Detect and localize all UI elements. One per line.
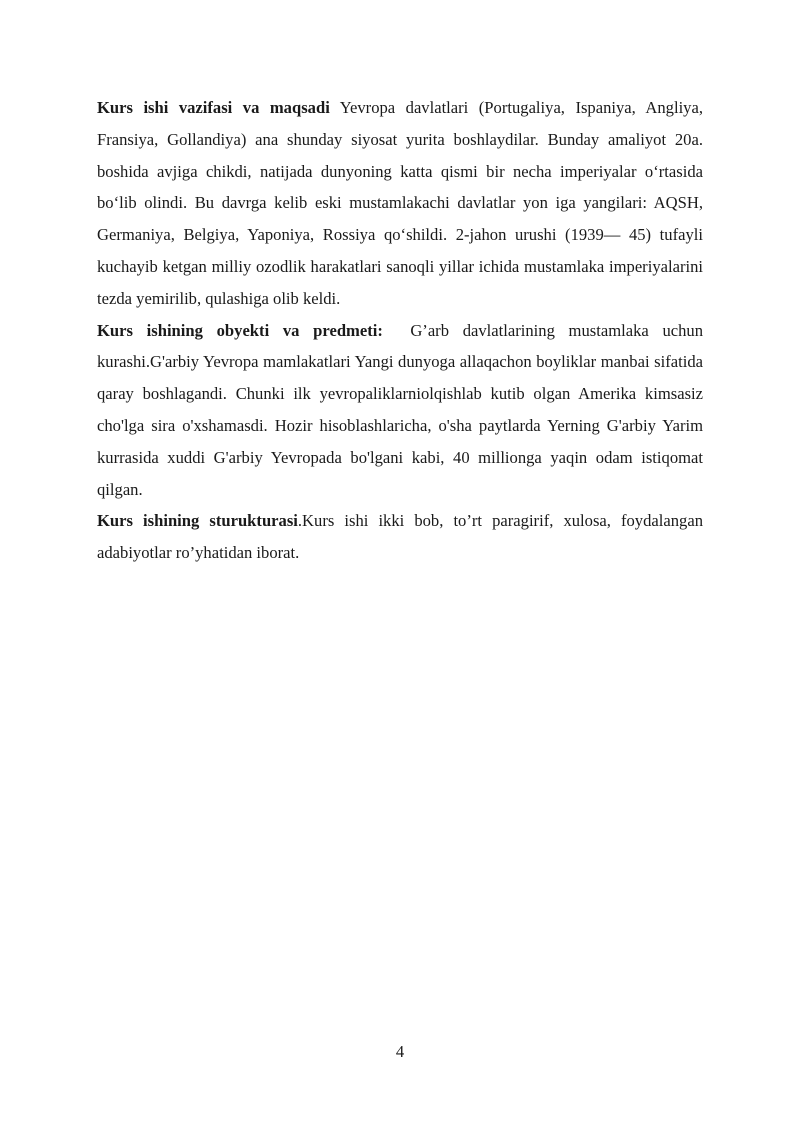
paragraph-body: .Kurs ishi ikki bob, to’rt paragirif, xulosa, foydalangan adabiyotlar ro’yhatidan iborat. (97, 511, 703, 563)
document-page (97, 92, 703, 569)
page-number: 4 (395, 1042, 405, 1061)
paragraph-heading: Kurs ishining sturukturasi (97, 511, 298, 531)
paragraph-heading: Kurs ishining obyekti va predmeti: (97, 320, 383, 340)
heading-separator (383, 321, 410, 340)
paragraph-task-and-goal (97, 92, 703, 315)
paragraph-structure (97, 505, 703, 569)
paragraph-heading: Kurs ishi vazifasi va maqsadi (97, 98, 330, 117)
paragraph-body: G’arb davlatlarining mustamlaka uchun kurashi.G'arbiy Yevropa mamlakatlari Yangi dunyoga allaqachon boyliklar manbai sifatida qaray boshlagandi. Chunki ilk yevropaliklarniolqishlab kutib olgan Amerika kimsasiz cho'lga sira o'xshamasdi. Hozir hisoblashlaricha, o'sha paytlarda Yerning G'arbiy Yarim kurrasida xuddi G'arbiy Yevropada bo'lgani kabi, 40 millionga yaqin odam istiqomat qilgan. (97, 320, 703, 499)
heading-separator (330, 98, 340, 117)
paragraph-object-and-subject (97, 315, 703, 506)
paragraph-body: Yevropa davlatlari (Portugaliya, Ispaniya, Angliya, Fransiya, Gollandiya) ana shunday siyosat yurita boshlaydilar. Bunday amaliyot 20a. boshida avjiga chikdi, natijada dunyoning katta qismi bir necha imperiyalar oʻrtasida boʻlib olindi. Bu davrga kelib eski mustamlakachi davlatlar yon iga yangilari: AQSH, Germaniya, Belgiya, Yaponiya, Rossiya qoʻshildi. 2-jahon urushi (1939— 45) tufayli kuchayib ketgan milliy ozodlik harakatlari sanoqli yillar ichida mustamlaka imperiyalarini tezda yemirilib, qulashiga olib keldi. (97, 98, 703, 308)
